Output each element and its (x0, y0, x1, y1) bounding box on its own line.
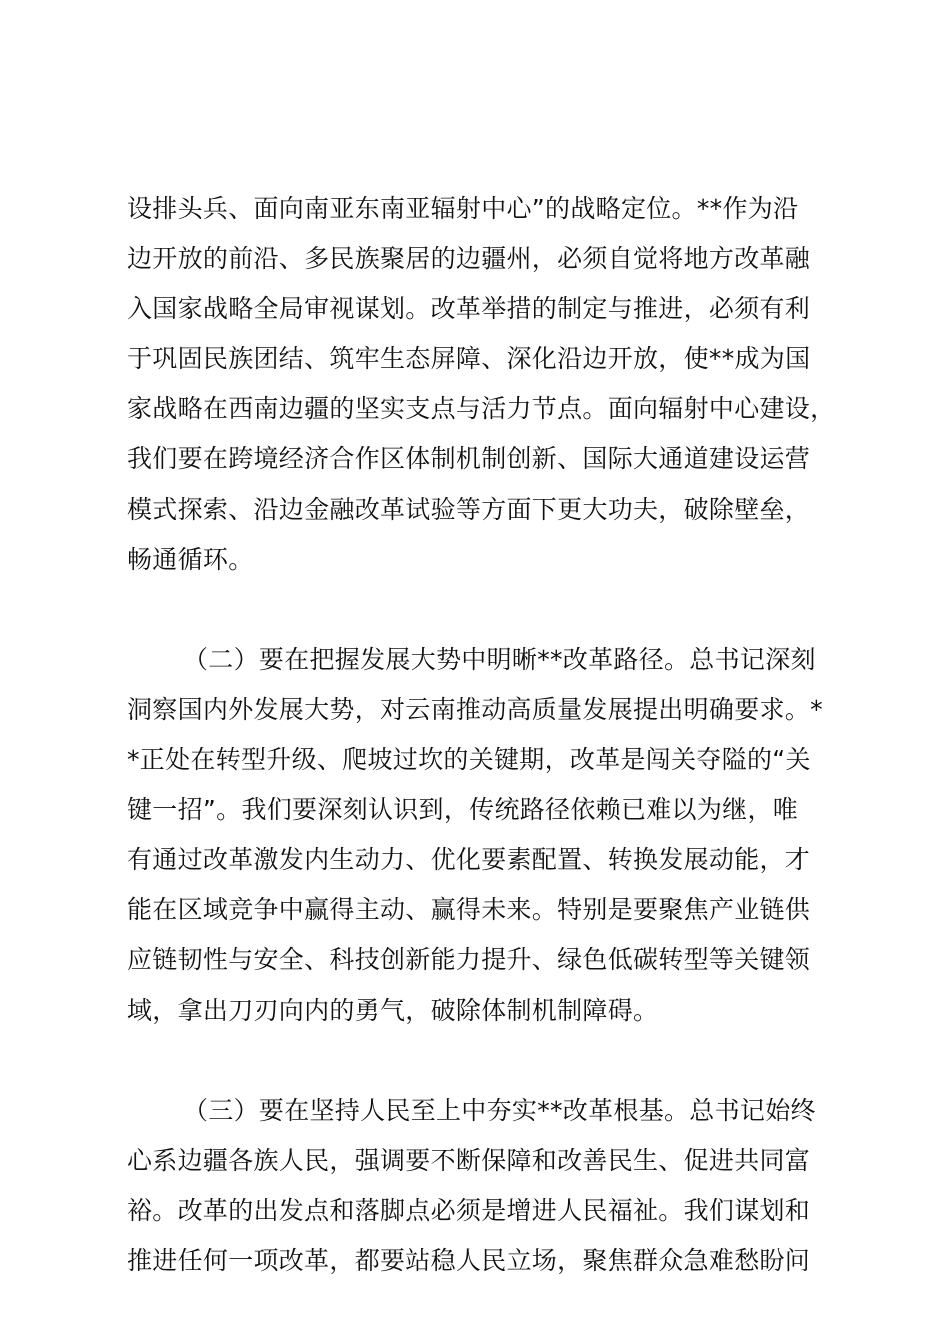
text-line: 边开放的前沿、多民族聚居的边疆州，必须自觉将地方改革融 (127, 244, 811, 274)
text-line: 域，拿出刀刃向内的勇气，破除体制机制障碍。 (127, 995, 659, 1025)
text-line: 有通过改革激发内生动力、优化要素配置、转换发展动能，才 (127, 845, 811, 875)
text-line: 推进任何一项改革，都要站稳人民立场，聚焦群众急难愁盼问 (127, 1245, 811, 1275)
text-line: 能在区域竞争中赢得主动、赢得未来。特别是要聚焦产业链供 (127, 895, 811, 925)
paragraph-1 (127, 184, 839, 585)
text-line: （二）要在把握发展大势中明晰**改革路径。总书记深刻 (183, 644, 816, 674)
paragraph-spacer (127, 1036, 839, 1086)
text-line: 裕。改革的出发点和落脚点必须是增进人民福祉。我们谋划和 (127, 1195, 811, 1225)
text-line: 洞察国内外发展大势，对云南推动高质量发展提出明确要求。* (127, 694, 823, 724)
body-text (127, 184, 839, 1286)
text-line: 于巩固民族团结、筑牢生态屏障、深化沿边开放，使**成为国 (127, 344, 811, 374)
text-line: 设排头兵、面向南亚东南亚辐射中心”的战略定位。**作为沿 (127, 194, 799, 223)
text-line: （三）要在坚持人民至上中夯实**改革根基。总书记始终 (183, 1095, 816, 1125)
text-line: 家战略在西南边疆的坚实支点与活力节点。面向辐射中心建设， (127, 394, 836, 424)
paragraph-3 (127, 1086, 839, 1286)
text-line: 键一招”。我们要深刻认识到，传统路径依赖已难以为继，唯 (127, 795, 799, 825)
text-line: 应链韧性与安全、科技创新能力提升、绿色低碳转型等关键领 (127, 945, 811, 975)
text-line: 畅通循环。 (127, 544, 254, 574)
text-line: 入国家战略全局审视谋划。改革举措的制定与推进，必须有利 (127, 294, 811, 324)
text-line: 模式探索、沿边金融改革试验等方面下更大功夫，破除壁垒， (127, 494, 811, 524)
text-line: 我们要在跨境经济合作区体制机制创新、国际大通道建设运营 (127, 444, 811, 474)
paragraph-spacer (127, 585, 839, 635)
text-line: *正处在转型升级、爬坡过坎的关键期，改革是闯关夺隘的“关 (127, 745, 811, 775)
paragraph-2 (127, 635, 839, 1036)
text-line: 心系边疆各族人民，强调要不断保障和改善民生、促进共同富 (127, 1145, 811, 1175)
